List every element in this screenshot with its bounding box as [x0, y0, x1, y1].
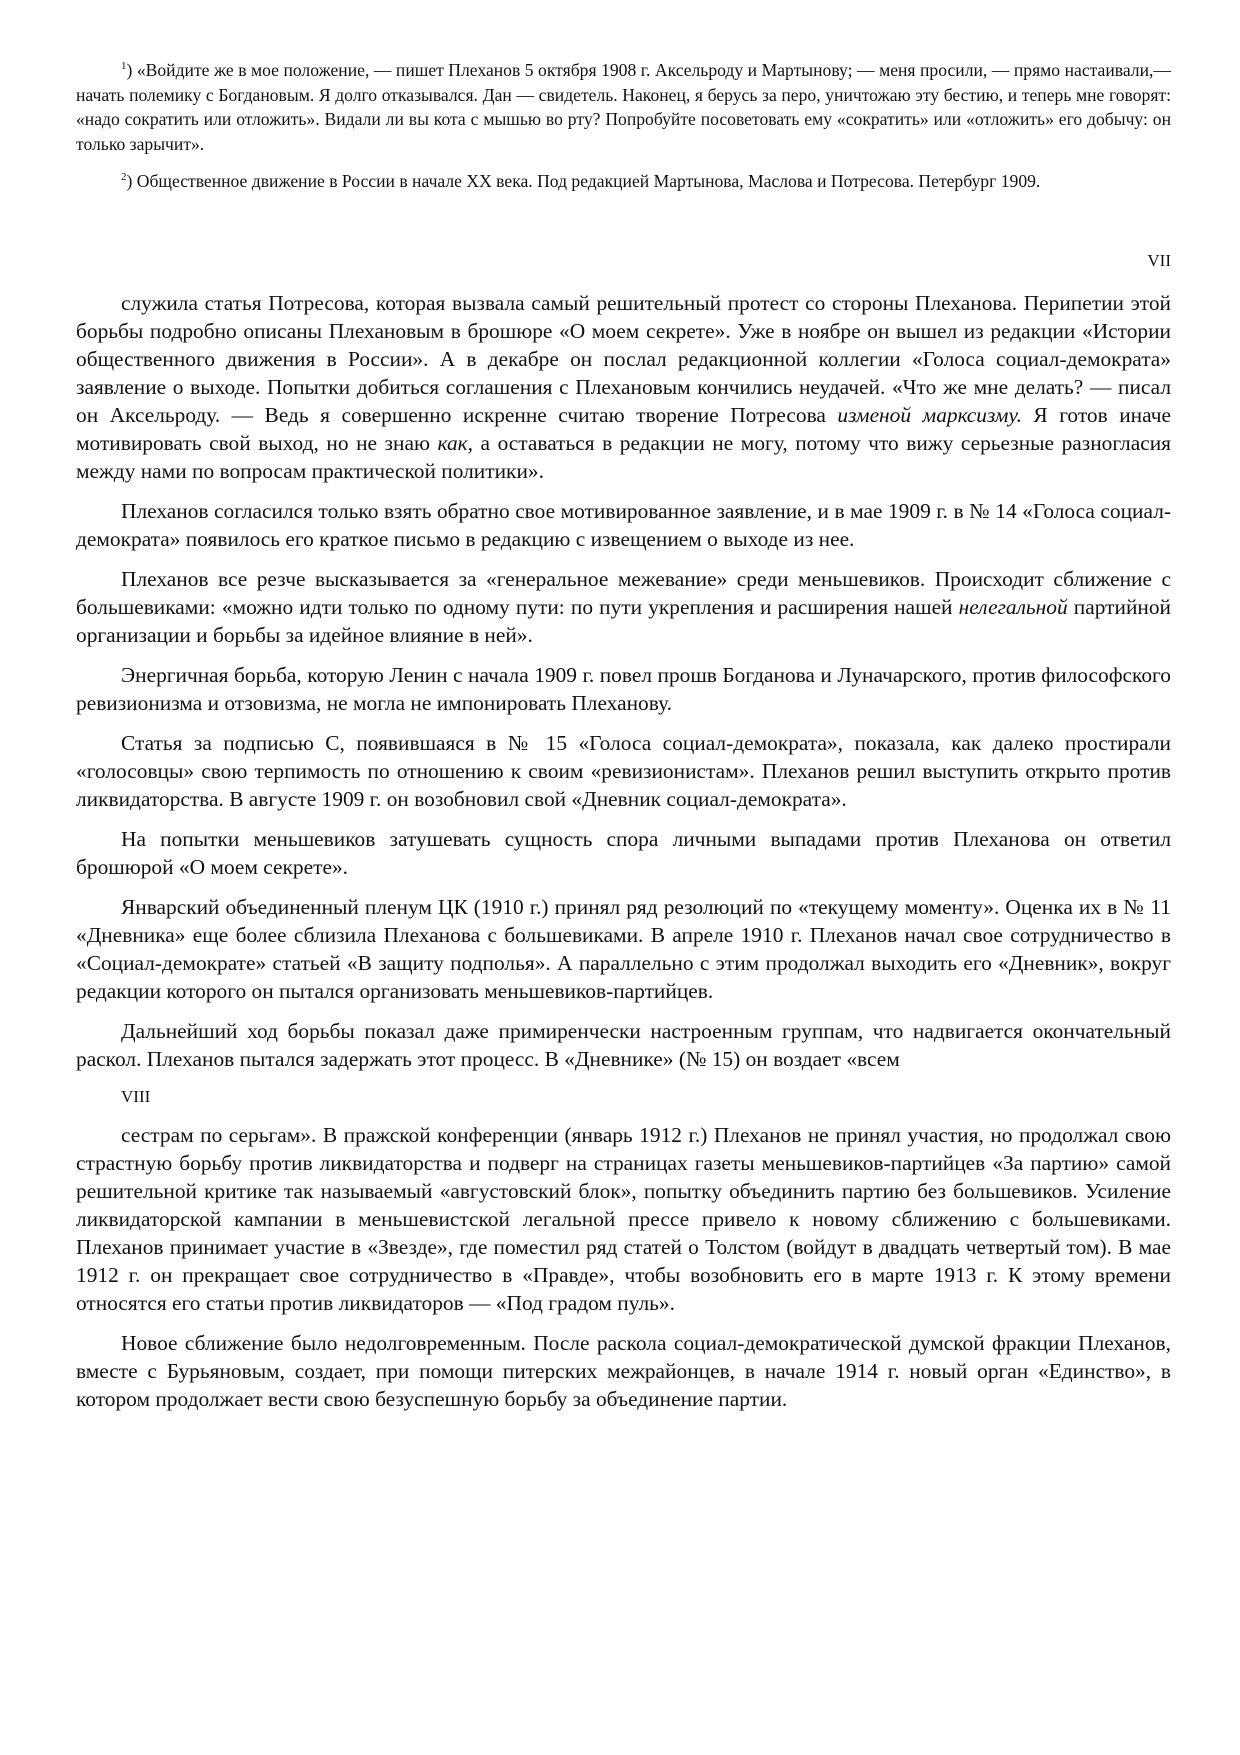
paragraph-9: сестрам по серьгам». В пражской конференции (январь 1912 г.) Плеханов не принял участия, но продолжал свою страстную борьбу против ликвидаторства и подверг на страницах газеты меньшевиков-партийцев «За партию» самой решительной критике так называемый «августовский блок», попытку объединить партию без большевиков. Усиление ликвидаторской кампании в меньшевистской легальной прессе привело к новому сближению с большевиками. Плеханов принимает участие в «Звезде», где поместил ряд статей о Толстом (войдут в двадцать четвертый том). В мае 1912 г. он прекращает свое сотрудничество в «Правде», чтобы возобновить его в марте 1913 г. К этому времени относятся его статьи против ликвидаторов — «Под градом пуль». [76, 1122, 1171, 1315]
footnote-1 [76, 58, 1171, 156]
footnote-1-mark: 1 [121, 60, 127, 72]
paragraph-10: Новое сближение было недолговременным. После раскола социал-демократической думской фракции Плеханов, вместе с Бурьяновым, создает, при помощи питерских межрайонцев, в начале 1914 г. новый орган «Единство», в котором продолжает вести свою безуспешную борьбу за объединение партии. [76, 1330, 1171, 1411]
paragraph-3-emphasis: нелегальной [958, 594, 1068, 619]
page-number-viii: VIII [121, 1086, 151, 1106]
paragraph-2: Плеханов согласился только взять обратно свое мотивированное заявление, и в мае 1909 г. в № 14 «Голоса социал-демократа» появилось его краткое письмо в редакцию с извещением о выходе из нее. [76, 498, 1171, 551]
footnote-2-mark: 2 [121, 171, 127, 183]
paragraph-4: Энергичная борьба, которую Ленин с начала 1909 г. повел прошв Богданова и Луначарского, против философского ревизионизма и отзовизма, не могла не импонировать Плеханову. [76, 662, 1171, 715]
paragraph-1-emphasis-2: как, [437, 430, 473, 455]
paragraph-1-part-a: служила статья Потресова, которая вызвала самый решительный протест со стороны Плеханова. Перипетии этой борьбы подробно описаны Плехановым в брошюре «О моем секрете». Уже в ноябре он вышел из редакции «Истории общественного движения в России». А в декабре он послал редакционной коллегии «Голоса социал-демократа» заявление о выходе. Попытки добиться соглашения с Плехановым кончились неудачей. «Что же мне делать? — писал он Аксельроду. — Ведь я совершенно искренне считаю творение Потресова [76, 290, 1171, 427]
paragraph-1-part-b: Я готов иначе мотивировать свой выход, но не знаю [76, 402, 1171, 455]
paragraph-3-part-b: партийной организации и борьбы за идейное влияние в ней». [76, 594, 1171, 647]
footnote-1-text: ) «Войдите же в мое положение, — пишет Плеханов 5 октября 1908 г. Аксельроду и Мартынову; — меня просили, — прямо настаивали,— начать полемику с Богдановым. Я долго отказывался. Дан — свидетель. Наконец, я берусь за перо, уничтожаю эту бестию, и теперь мне говорят: «надо сократить или отложить». Видали ли вы кота с мышью во рту? Попробуйте посоветовать ему «сократить» или «отложить» его добычу: он только зарычит». [76, 60, 1171, 154]
paragraph-5: Статья за подписью С, появившаяся в № 15 «Голоса социал-демократа», показала, как далеко простирали «голосовцы» свою терпимость по отношению к своим «ревизионистам». Плеханов решил выступить открыто против ликвидаторства. В августе 1909 г. он возобновил свой «Дневник социал-демократа». [76, 730, 1171, 811]
footnote-2 [76, 169, 1171, 194]
paragraph-6: На попытки меньшевиков затушевать сущность спора личными выпадами против Плеханова он ответил брошюрой «О моем секрете». [76, 826, 1171, 879]
paragraph-3 [76, 565, 1171, 649]
paragraph-1-emphasis-1: изменой марксизму. [837, 402, 1022, 427]
page-number-vii: VII [1147, 250, 1171, 270]
paragraph-1-part-c: а оставаться в редакции не могу, потому что вижу серьезные разногласия между нами по вопросам практической политики». [76, 430, 1171, 483]
paragraph-1 [76, 289, 1171, 485]
paragraph-8: Дальнейший ход борьбы показал даже примиренчески настроенным группам, что надвигается окончательный раскол. Плеханов пытался задержать этот процесс. В «Дневнике» (№ 15) он воздает «всем [76, 1018, 1171, 1071]
footnote-2-text: ) Общественное движение в России в начале XX века. Под редакцией Мартынова, Маслова и Потресова. Петербург 1909. [126, 171, 1041, 191]
paragraph-3-part-a: Плеханов все резче высказывается за «генеральное межевание» среди меньшевиков. Происходит сближение с большевиками: «можно идти только по одному пути: по пути укрепления и расширения нашей [76, 566, 1171, 619]
paragraph-7: Январский объединенный пленум ЦК (1910 г.) принял ряд резолюций по «текущему моменту». Оценка их в № 11 «Дневника» еще более сблизила Плеханова с большевиками. В апреле 1910 г. Плеханов начал свое сотрудничество в «Социал-демократе» статьей «В защиту подполья». А параллельно с этим продолжал выходить его «Дневник», вокруг редакции которого он пытался организовать меньшевиков-партийцев. [76, 894, 1171, 1003]
document-page [76, 58, 1171, 1413]
